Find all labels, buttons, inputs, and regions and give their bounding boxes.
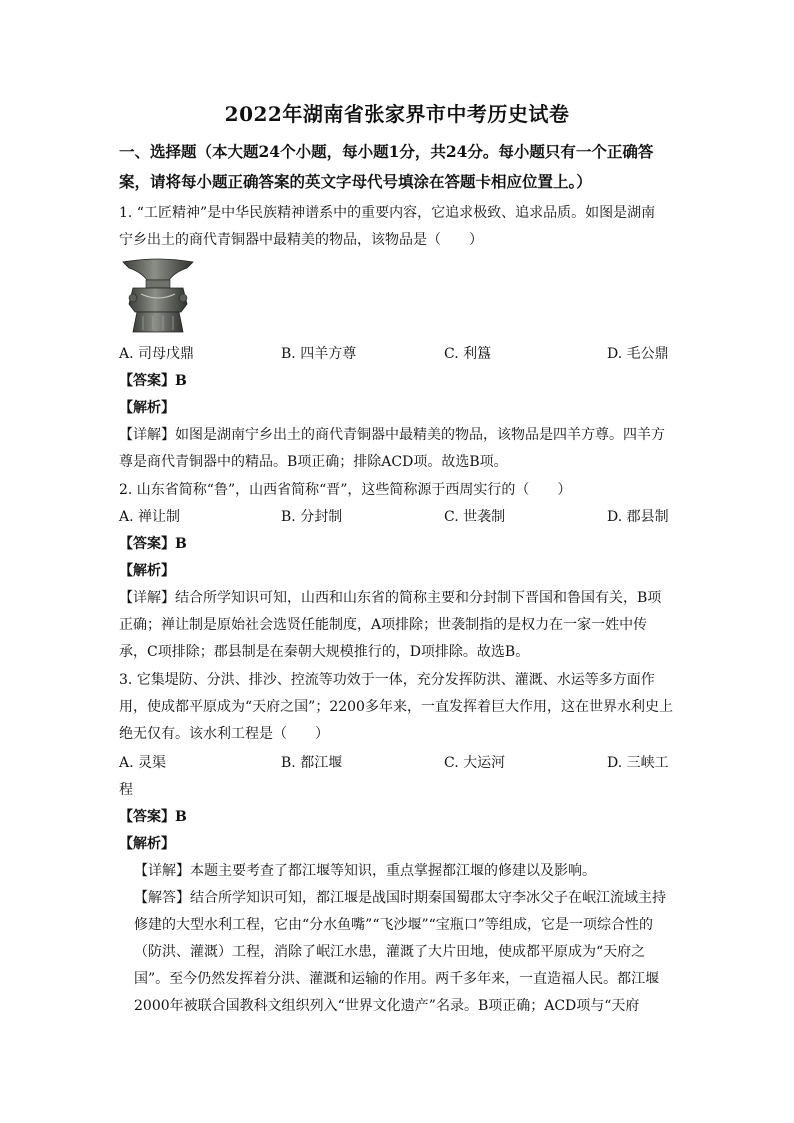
question-1-detail: 【详解】如图是湖南宁乡出土的商代青铜器中最精美的物品，该物品是四羊方尊。四羊方尊是商代青铜器中的精品。B项正确；排除ACD项。故选B项。 — [119, 427, 665, 470]
question-3-answer: 【答案】B — [119, 809, 187, 825]
question-3-detail: 【详解】本题主要考查了都江堰等知识，重点掌握都江堰的修建以及影响。 — [134, 863, 596, 879]
option-b[interactable]: B. 分封制 — [281, 509, 343, 525]
option-c[interactable]: C. 世袭制 — [444, 509, 506, 525]
option-b[interactable]: B. 四羊方尊 — [281, 346, 357, 362]
question-3-options — [119, 750, 675, 777]
option-a[interactable]: A. 灵渠 — [119, 755, 167, 771]
option-b[interactable]: B. 都江堰 — [281, 755, 343, 771]
question-1-answer: 【答案】B — [119, 373, 187, 389]
option-d[interactable]: D. 毛公鼎 — [607, 346, 669, 362]
question-1-options — [119, 341, 675, 368]
question-1-stem-line-1: 1. “工匠精神”是中华民族精神谱系中的重要内容，它追求极致、追求品质。如图是湖南 — [119, 205, 656, 221]
question-3-solution: 【解答】结合所学知识可知，都江堰是战国时期秦国蜀郡太守李冰父子在岷江流域主持修建的大型水利工程，它由“分水鱼嘴”“飞沙堰”“宝瓶口”等组成，它是一项综合性的（防洪、灌溉）工程，消除了岷江水患，灌溉了大片田地，使成都平原成为“天府之国”。至今仍然发挥着分洪、灌溉和运输的作用。两千多年来，一直造福人民。都江堰2000年被联合国教科文组织列入“世界文化遗产”名录。B项正确；ACD项与“天府 — [134, 890, 666, 1014]
question-2-answer: 【答案】B — [119, 536, 187, 552]
section-heading: 一、选择题（本大题24个小题，每小题1分，共24分。每小题只有一个正确答案，请将每小题正确答案的英文字母代号填涂在答题卡相应位置上。） — [119, 142, 654, 191]
question-2-detail: 【详解】结合所学知识可知，山西和山东省的简称主要和分封制下晋国和鲁国有关，B项正确；禅让制是原始社会选贤任能制度，A项排除；世袭制指的是权力在一家一姓中传承，C项排除；郡县制是在秦朝大规模推行的，D项排除。故选B。 — [119, 590, 662, 660]
bronze-vessel-icon — [121, 258, 195, 334]
page-title: 2022年湖南省张家界市中考历史试卷 — [224, 102, 570, 126]
question-1-analysis-label: 【解析】 — [119, 400, 175, 416]
question-2-options — [119, 504, 675, 531]
question-2-analysis-label: 【解析】 — [119, 563, 175, 579]
option-c[interactable]: C. 大运河 — [444, 755, 506, 771]
question-3-stem: 3. 它集堤防、分洪、排沙、控流等功效于一体，充分发挥防洪、灌溉、水运等多方面作用，使成都平原成为“天府之国”；2200多年来，一直发挥着巨大作用，这在世界水利史上绝无仅有。该水利工程是（ ） — [119, 672, 673, 742]
option-a[interactable]: A. 司母戊鼎 — [119, 346, 195, 362]
option-d-continuation: 程 — [119, 782, 133, 798]
option-d[interactable]: D. 三峡工 — [607, 755, 669, 771]
question-2-stem: 2. 山东省简称“鲁”，山西省简称“晋”，这些简称源于西周实行的（ ） — [119, 482, 572, 498]
question-3-analysis-label: 【解析】 — [119, 836, 175, 852]
option-a[interactable]: A. 禅让制 — [119, 509, 181, 525]
option-c[interactable]: C. 利簋 — [444, 346, 492, 362]
question-1-stem-line-2: 宁乡出土的商代青铜器中最精美的物品，该物品是（ ） — [119, 232, 483, 248]
option-d[interactable]: D. 郡县制 — [607, 509, 669, 525]
